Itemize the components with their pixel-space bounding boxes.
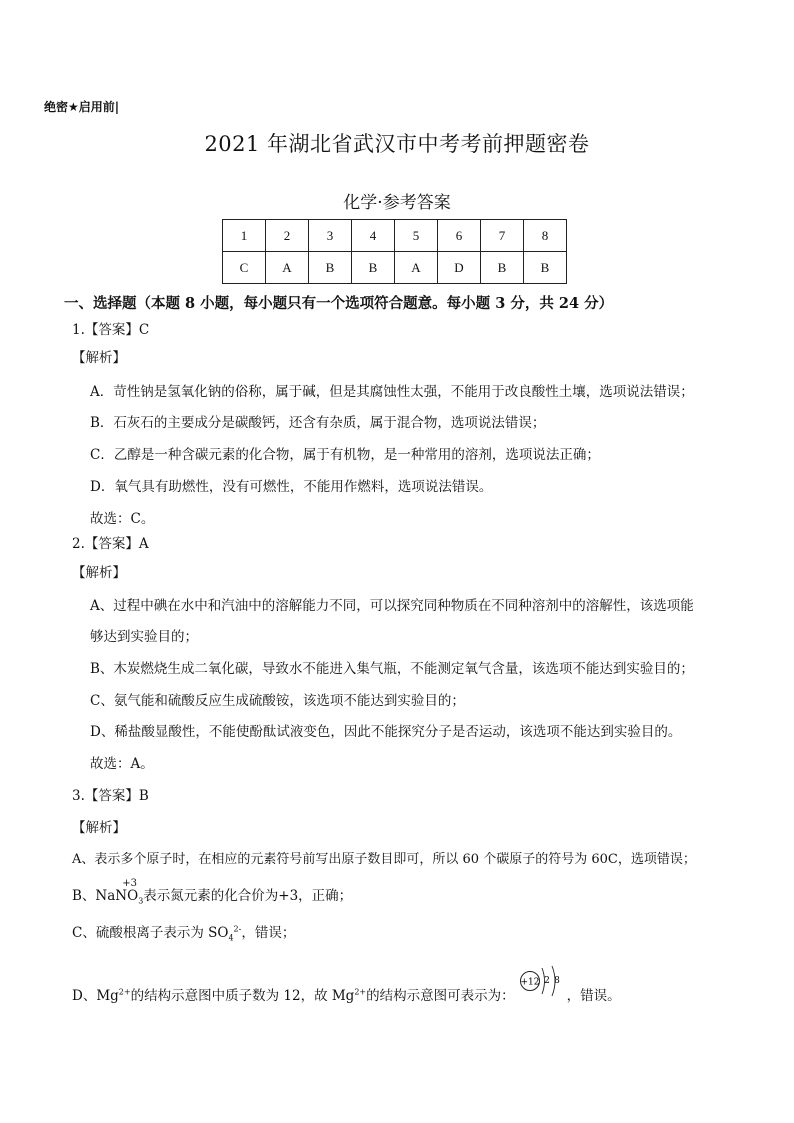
section-heading: 一、选择题（本题 8 小题，每小题只有一个选项符合题意。每小题 3 分，共 24 分）	[64, 295, 614, 312]
answer-cell: A	[395, 252, 438, 284]
nucleus-charge: +12	[520, 977, 540, 988]
q3-option-c-prefix: C、硫酸根离子表示为 SO	[72, 925, 229, 941]
question-number-cell: 2	[266, 220, 309, 252]
shell-1-electrons: 2	[544, 976, 550, 986]
q2-option-b: B、木炭燃烧生成二氧化碳，导致水不能进入集气瓶，不能测定氧气含量，该选项不能达到实验目的；	[90, 661, 694, 677]
q3-option-b-prefix: B、Na	[72, 888, 116, 904]
q3-option-d-part3: 的结构示意图可表示为：	[366, 988, 515, 1004]
page-title: 2021 年湖北省武汉市中考考前押题密卷	[204, 132, 590, 156]
q1-option-c: C．乙醇是一种含碳元素的化合物，属于有机物，是一种常用的溶剂，选项说法正确；	[90, 447, 600, 463]
answer-cell: D	[438, 252, 481, 284]
answer-cell: B	[524, 252, 567, 284]
answer-cell: B	[352, 252, 395, 284]
q3-option-c	[72, 921, 295, 943]
page-subtitle: 化学·参考答案	[343, 193, 451, 213]
q1-option-a: A．苛性钠是氢氧化钠的俗称，属于碱，但是其腐蚀性太强，不能用于改良酸性土壤，选项说法错误；	[90, 384, 694, 400]
q1-conclusion: 故选：C。	[90, 511, 155, 527]
question-number-cell: 8	[524, 220, 567, 252]
q1-analysis-label: 【解析】	[72, 350, 126, 366]
q3-option-d-part2: 的结构示意图中质子数为 12，故 Mg	[130, 988, 355, 1004]
confidential-label: 绝密★启用前|	[44, 100, 120, 114]
answer-cell: A	[266, 252, 309, 284]
q2-option-d: D、稀盐酸显酸性，不能使酚酞试液变色，因此不能探究分子是否运动，该选项不能达到实验目的。	[90, 724, 682, 740]
q2-answer: 2.【答案】A	[72, 536, 149, 552]
mg-charge-1: 2+	[118, 987, 131, 997]
answer-table	[222, 219, 567, 284]
answer-table-number-row	[223, 220, 567, 252]
q3-option-a: A、表示多个原子时，在相应的元素符号前写出原子数目即可，所以 60 个碳原子的符号为 60C，选项错误；	[72, 852, 696, 867]
question-number-cell: 5	[395, 220, 438, 252]
oxygen-symbol: O	[127, 888, 139, 904]
q2-option-a: A、过程中碘在水中和汽油中的溶解能力不同，可以探究同种物质在不同种溶剂中的溶解性，该选项能	[90, 598, 694, 614]
question-number-cell: 4	[352, 220, 395, 252]
q3-option-c-text: ，错误；	[241, 925, 296, 941]
q1-option-b: B．石灰石的主要成分是碳酸钙，还含有杂质，属于混合物，选项说法错误；	[90, 415, 546, 431]
question-number-cell: 7	[481, 220, 524, 252]
q2-conclusion: 故选：A。	[90, 756, 154, 772]
answer-cell: B	[309, 252, 352, 284]
q3-answer: 3.【答案】B	[72, 788, 149, 804]
mg-ion-structure-diagram	[516, 961, 568, 1001]
valence-mark: +3	[122, 878, 138, 889]
valence-nitrogen	[115, 878, 138, 904]
nitrogen-symbol: N	[115, 888, 128, 904]
question-number-cell: 3	[309, 220, 352, 252]
q2-analysis-label: 【解析】	[72, 565, 126, 581]
shell-2-electrons: 8	[554, 976, 560, 986]
oxygen-count: 3	[138, 896, 144, 906]
sulfate-subscript: 4	[228, 933, 234, 943]
question-number-cell: 6	[438, 220, 481, 252]
q3-option-d-text: ，错误。	[566, 988, 621, 1004]
sulfate-charge: 2-	[233, 924, 242, 934]
q1-answer: 1.【答案】C	[72, 322, 150, 338]
answer-cell: C	[223, 252, 266, 284]
mg-charge-2: 2+	[354, 987, 367, 997]
q3-option-b	[72, 878, 353, 906]
q3-option-b-text: 表示氮元素的化合价为+3，正确；	[143, 888, 353, 904]
q3-option-d-part1: D、Mg	[72, 988, 119, 1004]
q3-analysis-label: 【解析】	[72, 820, 126, 836]
answer-table-answer-row	[223, 252, 567, 284]
question-number-cell: 1	[223, 220, 266, 252]
q2-option-c: C、氨气能和硫酸反应生成硫酸铵，该选项不能达到实验目的；	[90, 693, 465, 709]
q2-option-a-cont: 够达到实验目的；	[90, 629, 198, 645]
answer-cell: B	[481, 252, 524, 284]
q1-option-d: D．氧气具有助燃性，没有可燃性，不能用作燃料，选项说法错误。	[90, 479, 493, 495]
